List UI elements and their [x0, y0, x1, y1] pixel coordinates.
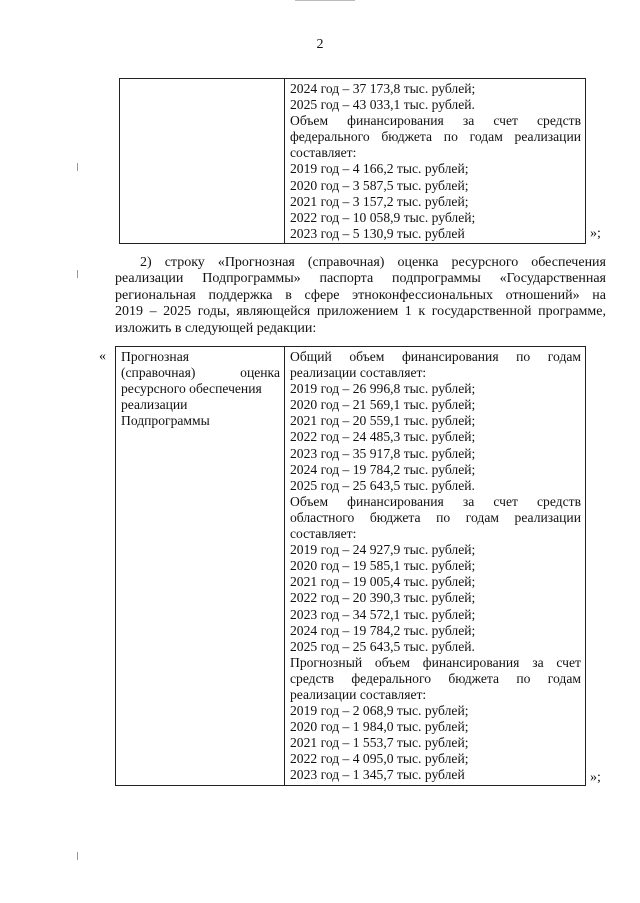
page-number: 2 [316, 37, 324, 52]
paragraph-line: реализации Подпрограммы» паспорта подпрограммы «Государственная [115, 271, 606, 287]
paragraph-line: 2019 – 2025 годы, являющейся приложением 1 к государственной программе, [115, 304, 606, 320]
table2-line: 2019 год – 26 996,8 тыс. рублей; [290, 381, 476, 397]
table2-line: составляет: [290, 526, 357, 542]
table2-line: 2019 год – 2 068,9 тыс. рублей; [290, 703, 469, 719]
table2-line: 2019 год – 24 927,9 тыс. рублей; [290, 542, 476, 558]
table2-line: 2021 год – 20 559,1 тыс. рублей; [290, 413, 476, 429]
table2-line: 2020 год – 1 984,0 тыс. рублей; [290, 719, 469, 735]
table1-right-cell [285, 79, 586, 244]
table1-line: 2024 год – 37 173,8 тыс. рублей; [290, 81, 476, 96]
table2-line: 2023 год – 35 917,8 тыс. рублей; [290, 445, 476, 461]
table2-closing-quote: »; [590, 770, 601, 785]
table2-line: 2020 год – 19 585,1 тыс. рублей; [290, 558, 476, 574]
table2-line: Прогнозный объем финансирования за счет [290, 654, 581, 670]
table1-line: 2025 год – 43 033,1 тыс. рублей. [290, 97, 475, 113]
table2-line: 2021 год – 1 553,7 тыс. рублей; [290, 735, 469, 751]
scan-mark [77, 852, 78, 860]
table2-line: областного бюджета по годам реализации [290, 509, 581, 525]
paragraph-line: 2) строку «Прогнозная (справочная) оценка ресурсного обеспечения [140, 255, 606, 270]
scan-mark [77, 163, 78, 171]
table1-line: федерального бюджета по годам реализации [290, 129, 581, 145]
scan-mark [295, 0, 355, 4]
scan-mark [77, 270, 78, 278]
table2-line: средств федерального бюджета по годам [290, 670, 581, 686]
table2-line: 2022 год – 4 095,0 тыс. рублей; [290, 751, 469, 767]
amendment-paragraph [115, 255, 606, 337]
table2-line: 2023 год – 1 345,7 тыс. рублей [290, 767, 465, 783]
table1-line: 2022 год – 10 058,9 тыс. рублей; [290, 209, 476, 225]
table2-line: 2020 год – 21 569,1 тыс. рублей; [290, 397, 476, 413]
table2-opening-quote: « [99, 349, 106, 364]
table2-line: реализации составляет: [290, 686, 427, 702]
table2-line: 2024 год – 19 784,2 тыс. рублей; [290, 622, 476, 638]
table2-line: 2021 год – 19 005,4 тыс. рублей; [290, 574, 476, 590]
table2-left-line: Прогнозная [121, 349, 189, 364]
table2-line: 2023 год – 34 572,1 тыс. рублей; [290, 606, 476, 622]
table2-line: 2022 год – 24 485,3 тыс. рублей; [290, 429, 476, 445]
table1-line: составляет: [290, 145, 357, 161]
table2-left-cell [116, 347, 285, 786]
paragraph-line: региональная поддержка в сфере этноконфессиональных отношений» на [115, 287, 606, 303]
table2-left-line: Подпрограммы [121, 413, 210, 429]
table1-line: 2020 год – 3 587,5 тыс. рублей; [290, 177, 469, 193]
table2-right-cell [285, 347, 586, 786]
table2-left-line: реализации [121, 397, 188, 413]
table2-line: 2025 год – 25 643,5 тыс. рублей. [290, 638, 475, 654]
table2-line: реализации составляет: [290, 365, 427, 381]
funding-table [115, 346, 586, 786]
table2-line: Общий объем финансирования по годам [290, 349, 581, 364]
table1-left-cell [120, 79, 285, 244]
table1-line: 2019 год – 4 166,2 тыс. рублей; [290, 161, 469, 177]
table2-line: 2024 год – 19 784,2 тыс. рублей; [290, 461, 476, 477]
table1-line: 2023 год – 5 130,9 тыс. рублей [290, 225, 465, 241]
funding-table-continuation [119, 78, 586, 244]
table1-line: Объем финансирования за счет средств [290, 113, 581, 129]
table1-closing-quote: »; [590, 226, 601, 241]
table2-line: 2025 год – 25 643,5 тыс. рублей. [290, 477, 475, 493]
table2-left-line: (справочная) оценка [121, 365, 280, 381]
table2-line: Объем финансирования за счет средств [290, 493, 581, 509]
table1-line: 2021 год – 3 157,2 тыс. рублей; [290, 193, 469, 209]
paragraph-line: изложить в следующей редакции: [115, 320, 317, 336]
table2-line: 2022 год – 20 390,3 тыс. рублей; [290, 590, 476, 606]
table2-left-line: ресурсного обеспечения [121, 381, 262, 397]
